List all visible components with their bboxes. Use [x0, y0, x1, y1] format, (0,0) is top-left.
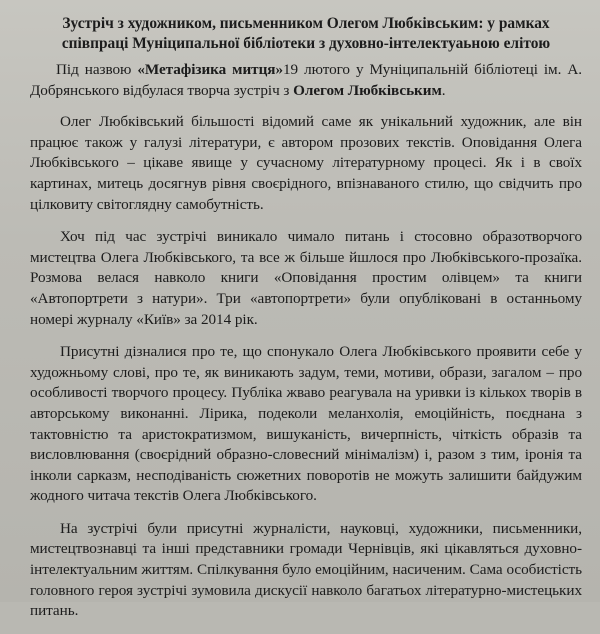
intro-paragraph [30, 60, 582, 101]
event-name: «Метафізика митця» [137, 61, 283, 78]
body-paragraph: На зустрічі були присутні журналісти, науковці, художники, письменники, мистецтвознавці та інші представники громади Чернівців, які цікавляться духовно-інтелектуальним життям. Спілкування було емоційним, насиченим. Сама особистість головного героя зустрічі зумовила дискусії навколо багатьох літературно-мистецьких питань. [30, 519, 582, 620]
article [30, 14, 582, 634]
author-name: Олегом Любківським [293, 81, 442, 99]
intro-text-3: . [441, 81, 446, 99]
article-title: Зустріч з художником, письменником Олегом Любківським: у рамках співпраці Муніципальної бібліотеки з духовно-інтелектуаьною елітою [61, 15, 551, 52]
body-paragraph: Хоч під час зустрічі виникало чимало питань і стосовно образотворчого мистецтва Олега Любківського, та все ж більше йшлося про Любківського-прозаїка. Розмова велася навколо книги «Оповідання простим олівцем» та книги «Автопортрети з натури». Три «автопортрети» були опубліковані в останньому номері журналу «Київ» за 2014 рік. [30, 228, 582, 328]
body-paragraph: Олег Любківський більшості відомий саме як унікальний художник, але він працює також у галузі літератури, є автором прозових текстів. Оповідання Олега Любківського – цікаве явище у сучасному літературному процесі. Як і в своїх картинах, митець досягнув рівня своєрідного, впізнаваного стилю, що свідчить про цілковиту світоглядну самобутність. [30, 113, 582, 213]
body-paragraph: Присутні дізналися про те, що спонукало Олега Любківського проявити себе у художньому слові, про те, як виникають задум, теми, мотиви, образи, загалом – про особливості творчого процесу. Публіка жваво реагувала на уривки із кількох творів в авторському виконанні. Лірика, подеколи меланхолія, емоційність, поєднана з тактовністю та аристократизмом, вишуканість, вичерпність, чіткість образів та висловлювання (своєрідний образно-словесний мінімалізм) і, разом з тим, іронія та інколи сарказм, несподіваність сюжетних поворотів не можуть залишити байдужим жодного читача текстів Олега Любківського. [30, 343, 582, 505]
intro-text-1: Під назвою [56, 61, 138, 78]
intro-text-2: 19 лютого у Муніципальній бібліотеці ім. А. Добрянського відбулася творча зустріч з [30, 61, 582, 99]
